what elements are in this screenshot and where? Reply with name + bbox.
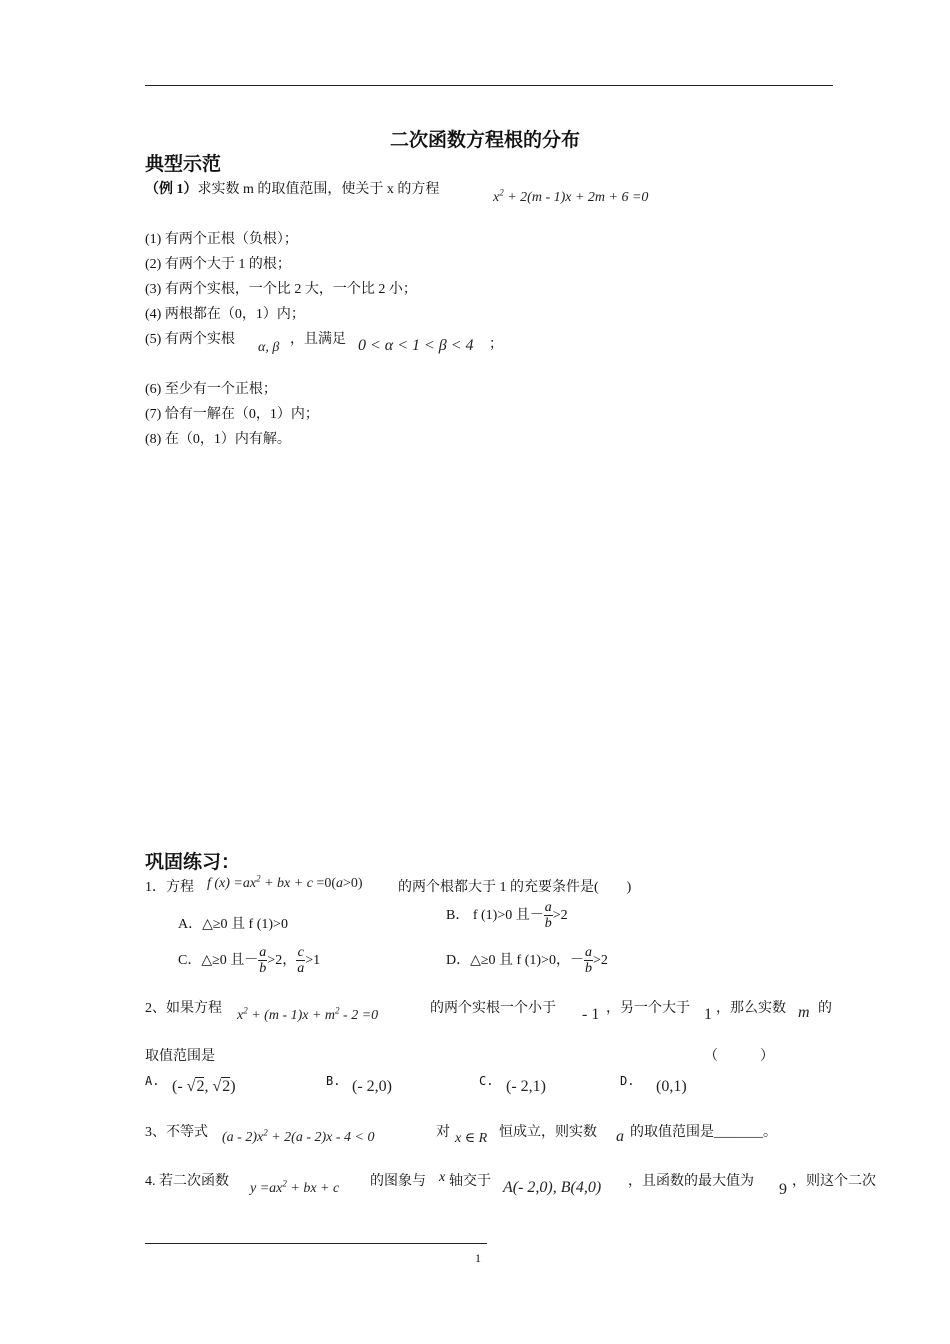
header-rule <box>145 85 833 86</box>
example1-item-7: (7) 恰有一解在（0，1）内； <box>145 407 319 422</box>
q1-option-c: C．△≥0 且－ $\frac{a}{b}$ >2， $\frac{c}{a}$ >1 <box>178 945 321 977</box>
example1-item-2: (2) 有两个大于 1 的根； <box>145 257 291 272</box>
q2-value-one: 1 <box>704 1006 712 1023</box>
q4-stem-start: 4. 若二次函数 <box>145 1174 229 1189</box>
section-heading-examples: 典型示范 <box>145 153 222 175</box>
q3-stem-mid: 恒成立，则实数 <box>499 1125 597 1140</box>
q1-option-c-fraction-ab: $\frac{a}{b}$ <box>259 945 267 977</box>
footer-rule <box>145 1243 487 1244</box>
q4-stem-mid1: 的图象与 <box>370 1174 426 1189</box>
page-number: 1 <box>475 1251 481 1265</box>
q2-option-c-label: C. <box>479 1074 494 1088</box>
q1-option-c-fraction-ca: $\frac{c}{a}$ <box>297 945 305 977</box>
example1-item-3: (3) 有两个实根，一个比 2 大，一个比 2 小； <box>145 282 417 297</box>
q2-value-neg-one: - 1 <box>582 1006 600 1023</box>
q4-points: A(- 2,0), B(4,0) <box>503 1179 602 1196</box>
q2-option-a: (- √2, √2) <box>172 1078 236 1095</box>
q4-stem-mid3: ，且函数的最大值为 <box>628 1174 754 1189</box>
example1-text: 求实数 m 的取值范围，使关于 x 的方程 <box>197 182 440 197</box>
example1-item5-condition: 0 < α < 1 < β < 4 <box>358 337 474 354</box>
example1-label: （例 1） <box>145 182 198 197</box>
q2-option-a-label: A. <box>145 1074 160 1088</box>
q4-stem-end: ，则这个二次 <box>792 1174 876 1189</box>
example1-stem <box>145 178 439 198</box>
q3-for: 对 <box>436 1125 450 1140</box>
q4-stem-mid2: 轴交于 <box>449 1174 491 1189</box>
q1-stem-start: 1．方程 <box>145 880 194 895</box>
example1-item-1: (1) 有两个正根（负根）； <box>145 232 298 247</box>
example1-equation: $x^2 + 2(m - 1)x + 2m + 6 =0$ <box>493 187 649 205</box>
q1-option-b-fraction: $\frac{a}{b}$ <box>544 900 552 932</box>
q2-option-d-label: D. <box>620 1074 635 1088</box>
q2-option-b-label: B. <box>326 1074 341 1088</box>
example1-item-6: (6) 至少有一个正根； <box>145 382 277 397</box>
example1-item5-end: ； <box>489 337 503 352</box>
q2-option-d: (0,1) <box>656 1078 687 1095</box>
q4-x-var: x <box>439 1170 446 1185</box>
section-heading-practice: 巩固练习： <box>145 851 241 873</box>
q1-option-d: D．△≥0 且 f (1)>0，－ $\frac{a}{b}$ >2 <box>446 945 608 977</box>
q2-answer-paren: （ ） <box>704 1049 774 1064</box>
q4-function: $y =ax^2$ + bx + c <box>250 1178 340 1196</box>
q2-equation: $x^2 + (m - 1)x + m^2 - 2 =0$ <box>237 1005 379 1023</box>
q2-var-m: m <box>798 1004 810 1021</box>
q1-option-a: A．△≥0 且 f (1)>0 <box>178 917 288 932</box>
q2-stem-mid2: ，另一个大于 <box>606 1001 690 1016</box>
example1-item5-roots: α, β <box>258 340 280 355</box>
q1-option-d-fraction: $\frac{a}{b}$ <box>584 945 592 977</box>
q2-stem-mid3: ，那么实数 <box>716 1001 786 1016</box>
q2-stem-mid1: 的两个实根一个小于 <box>430 1001 556 1016</box>
example1-item-4: (4) 两根都在（0，1）内； <box>145 307 305 322</box>
q2-option-c: (- 2,1) <box>506 1078 546 1095</box>
q1-stem-end: 的两个根都大于 1 的充要条件是( ) <box>398 880 632 895</box>
example1-item-8: (8) 在（0，1）内有解。 <box>145 432 291 447</box>
q2-option-b: (- 2,0) <box>352 1078 392 1095</box>
q1-option-b: B． f (1)>0 且－ $\frac{a}{b}$ >2 <box>446 900 568 932</box>
q4-max-value: 9 <box>779 1181 787 1198</box>
q3-stem-end: 的取值范围是_______。 <box>630 1125 777 1140</box>
example1-item-5: (5) 有两个实根 <box>145 332 235 347</box>
q2-stem-end: 的 <box>818 1001 832 1016</box>
q3-domain: x ∈ R <box>455 1131 488 1146</box>
q3-var-a: a <box>616 1128 624 1145</box>
q1-stem-equation: f $(x) =ax^2$ + bx + c =0(a>0) <box>207 873 363 891</box>
page-title: 二次函数方程根的分布 <box>390 129 581 151</box>
example1-item5-mid: ，且满足 <box>290 332 346 347</box>
q2-stem-line2: 取值范围是 <box>145 1049 215 1064</box>
q2-stem-start: 2、如果方程 <box>145 1001 222 1016</box>
q3-stem-start: 3、不等式 <box>145 1125 208 1140</box>
q3-inequality: $(a - 2)x^2 + 2(a - 2)x - 4 < 0$ <box>222 1127 375 1145</box>
